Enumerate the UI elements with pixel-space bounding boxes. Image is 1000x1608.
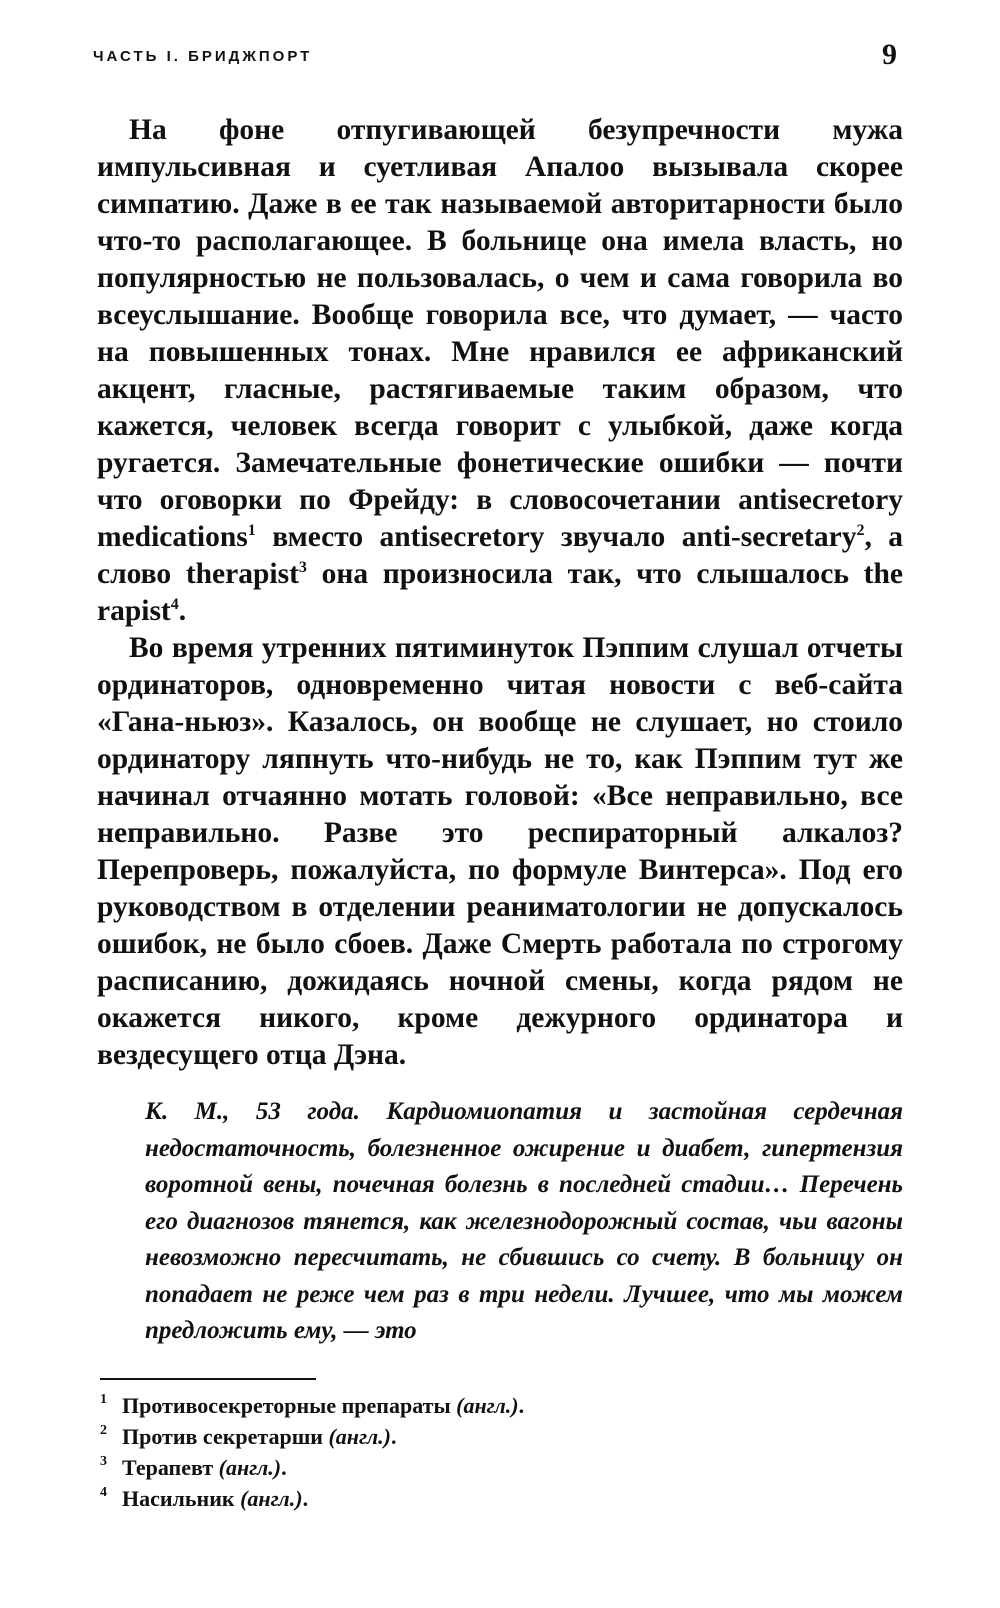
footnote-text: Против секретарши — [122, 1424, 329, 1449]
footnote-ref-3: 3 — [298, 559, 307, 577]
running-header: ЧАСТЬ I. БРИДЖПОРТ — [93, 48, 313, 65]
paragraph-apaloo — [97, 112, 903, 630]
footnote-marker: 3 — [100, 1454, 107, 1469]
page-number: 9 — [882, 38, 897, 71]
footnote-end: . — [518, 1393, 525, 1418]
footnote-ref-4: 4 — [170, 596, 179, 614]
footnote-end: . — [390, 1424, 397, 1449]
footnotes — [100, 1390, 800, 1514]
case-note: К. М., 53 года. Кардиомиопатия и застойная сердечная недостаточность, болезненное ожирение и диабет, гипертензия воротной вены, почечная болезнь в последней стадии… Перечень его диагнозов тянется, как железнодорожный состав, чьи вагоны невозможно пересчитать, не сбившись со счету. В больницу он попадает не реже чем раз в три недели. Лучшее, что мы можем предложить ему, — это — [145, 1098, 903, 1344]
footnote-3 — [100, 1452, 800, 1483]
footnote-marker: 4 — [100, 1485, 107, 1500]
para1-text-2: вместо antisecretory звучало anti-secretary — [255, 521, 857, 553]
footnote-4 — [100, 1483, 800, 1514]
footnote-marker: 2 — [100, 1423, 107, 1438]
footnote-end: . — [302, 1486, 309, 1511]
body-text — [97, 112, 903, 1074]
para1-text-5: . — [178, 595, 187, 627]
footnote-lang: (англ.) — [456, 1393, 519, 1418]
footnote-lang: (англ.) — [240, 1486, 303, 1511]
footnote-ref-2: 2 — [856, 522, 865, 540]
footnote-ref-1: 1 — [247, 522, 256, 540]
footnote-lang: (англ.) — [218, 1455, 282, 1480]
footnote-text: Насильник — [122, 1486, 241, 1511]
footnote-text: Противосекреторные препараты — [122, 1393, 457, 1418]
para1-text-4: она произносила так, что слышалось the rapist — [97, 558, 904, 627]
footnote-1 — [100, 1390, 800, 1421]
footnote-end: . — [281, 1455, 287, 1480]
paragraph-peppim: Во время утренних пятиминуток Пэппим слушал отчеты ординаторов, одновременно читая новости с веб-сайта «Гана-ньюз». Казалось, он вообще не слушает, но стоило ординатору ляпнуть что-нибудь не то, как Пэппим тут же начинал отчаянно мотать головой: «Все неправильно, все неправильно. Разве это респираторный алкалоз? Перепроверь, пожалуйста, по формуле Винтерса». Под его руководством в отделении реаниматологии не допускалось ошибок, не было сбоев. Даже Смерть работала по строгому расписанию, дожидаясь ночной смены, когда рядом не окажется никого, кроме дежурного ординатора и вездесущего отца Дэна. — [97, 632, 903, 1071]
footnote-2 — [100, 1421, 800, 1452]
footnote-text: Терапевт — [122, 1455, 219, 1480]
para1-text-3: , а слово therapist — [97, 521, 903, 590]
para1-text-1: На фоне отпугивающей безупречности мужа импульсивная и суетливая Апалоо вызывала скорее симпатию. Даже в ее так называемой авторитарности было что-то располагающее. В больнице она имела власть, но популярностью не пользовалась, о чем и сама говорила во всеуслышание. Вообще говорила все, что думает, — часто на повышенных тонах. Мне нравился ее африканский акцент, гласные, растягиваемые таким образом, что кажется, человек всегда говорит с улыбкой, даже когда ругается. Замечательные фонетические ошибки — почти что оговорки по Фрейду: в словосочетании antisecretory medications — [97, 114, 903, 553]
footnote-divider — [100, 1378, 316, 1380]
footnote-marker: 1 — [100, 1392, 107, 1407]
footnote-lang: (англ.) — [328, 1424, 391, 1449]
